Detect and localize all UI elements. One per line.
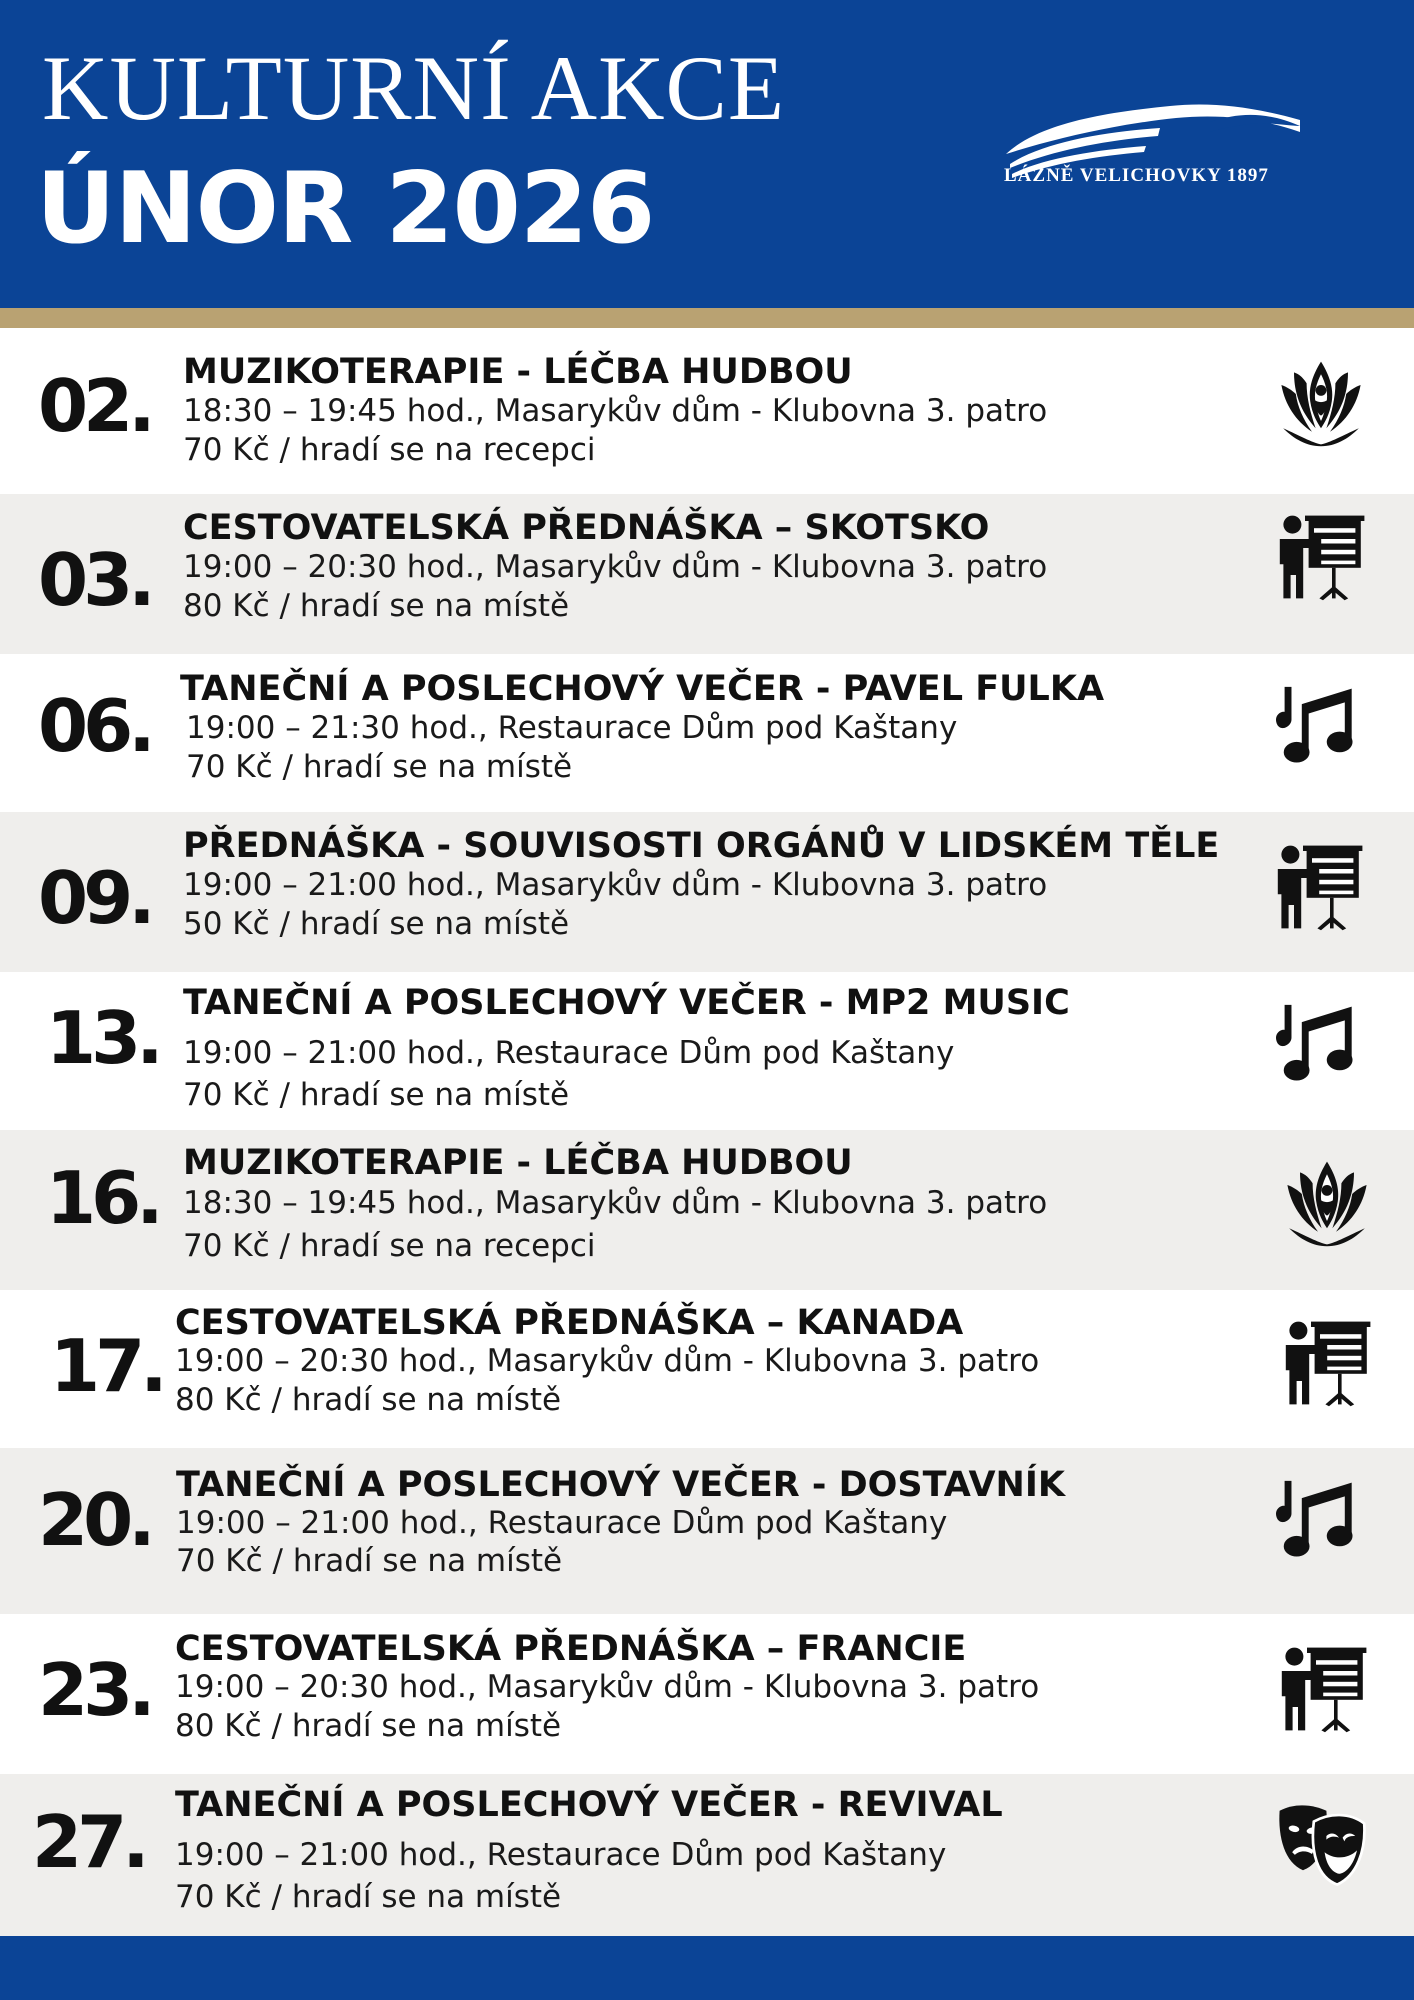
event-date: 06.	[38, 684, 151, 768]
event-time-place: 19:00 – 21:00 hod., Restaurace Dům pod Kaštany	[183, 1035, 955, 1071]
event-price: 70 Kč / hradí se na místě	[175, 1879, 562, 1915]
event-time-place: 19:00 – 21:30 hod., Restaurace Dům pod Kaštany	[186, 710, 958, 746]
event-title: PŘEDNÁŠKA - SOUVISOSTI ORGÁNŮ V LIDSKÉM TĚLE	[183, 826, 1220, 866]
event-time-place: 19:00 – 20:30 hod., Masarykův dům - Klubovna 3. patro	[175, 1343, 1040, 1379]
event-row	[0, 328, 1414, 494]
event-title: TANEČNÍ A POSLECHOVÝ VEČER - PAVEL FULKA	[180, 669, 1105, 709]
event-date: 23.	[38, 1648, 151, 1732]
event-price: 70 Kč / hradí se na recepci	[183, 432, 596, 468]
event-row	[0, 1614, 1414, 1774]
event-row	[0, 972, 1414, 1130]
event-row	[0, 1130, 1414, 1290]
music-note-icon	[1276, 1474, 1362, 1560]
event-time-place: 18:30 – 19:45 hod., Masarykův dům - Klubovna 3. patro	[183, 393, 1048, 429]
event-date: 27.	[32, 1800, 145, 1884]
page-subtitle: ÚNOR 2026	[36, 152, 655, 266]
event-title: TANEČNÍ A POSLECHOVÝ VEČER - REVIVAL	[175, 1785, 1003, 1825]
event-time-place: 19:00 – 21:00 hod., Masarykův dům - Klubovna 3. patro	[183, 867, 1048, 903]
event-price: 70 Kč / hradí se na místě	[186, 749, 573, 785]
event-title: CESTOVATELSKÁ PŘEDNÁŠKA – SKOTSKO	[183, 508, 990, 548]
event-time-place: 19:00 – 21:00 hod., Restaurace Dům pod Kaštany	[176, 1505, 948, 1541]
footer-bar	[0, 1936, 1414, 2000]
event-price: 70 Kč / hradí se na místě	[183, 1077, 570, 1113]
event-price: 80 Kč / hradí se na místě	[175, 1708, 562, 1744]
event-price: 70 Kč / hradí se na recepci	[183, 1228, 596, 1264]
music-note-icon	[1276, 998, 1362, 1084]
event-date: 09.	[38, 856, 151, 940]
event-row	[0, 1774, 1414, 1936]
event-row	[0, 812, 1414, 972]
event-title: CESTOVATELSKÁ PŘEDNÁŠKA – FRANCIE	[175, 1629, 967, 1669]
event-title: MUZIKOTERAPIE - LÉČBA HUDBOU	[183, 352, 853, 392]
event-title: TANEČNÍ A POSLECHOVÝ VEČER - MP2 MUSIC	[183, 983, 1070, 1023]
event-title: TANEČNÍ A POSLECHOVÝ VEČER - DOSTAVNÍK	[176, 1465, 1065, 1505]
logo-text: LÁZNĚ VELICHOVKY 1897	[1004, 165, 1269, 186]
lotus-icon	[1276, 358, 1366, 448]
event-price: 80 Kč / hradí se na místě	[183, 588, 570, 624]
event-date: 16.	[46, 1156, 159, 1240]
event-time-place: 19:00 – 20:30 hod., Masarykův dům - Klubovna 3. patro	[183, 549, 1048, 585]
event-date: 20.	[38, 1478, 151, 1562]
event-row	[0, 494, 1414, 654]
presentation-icon	[1276, 842, 1366, 932]
event-title: CESTOVATELSKÁ PŘEDNÁŠKA – KANADA	[175, 1303, 964, 1343]
event-price: 70 Kč / hradí se na místě	[176, 1543, 563, 1579]
event-row	[0, 654, 1414, 812]
event-time-place: 19:00 – 20:30 hod., Masarykův dům - Klubovna 3. patro	[175, 1669, 1040, 1705]
presentation-icon	[1284, 1318, 1374, 1408]
event-time-place: 18:30 – 19:45 hod., Masarykův dům - Klubovna 3. patro	[183, 1185, 1048, 1221]
event-date: 02.	[38, 364, 151, 448]
lotus-icon	[1282, 1158, 1372, 1248]
event-price: 50 Kč / hradí se na místě	[183, 906, 570, 942]
event-date: 17.	[50, 1324, 163, 1408]
gold-divider	[0, 308, 1414, 328]
page-title: KULTURNÍ AKCE	[42, 37, 786, 139]
event-price: 80 Kč / hradí se na místě	[175, 1382, 562, 1418]
event-date: 13.	[46, 996, 159, 1080]
event-time-place: 19:00 – 21:00 hod., Restaurace Dům pod Kaštany	[175, 1837, 947, 1873]
music-note-icon	[1276, 680, 1362, 766]
presentation-icon	[1280, 1644, 1370, 1734]
event-title: MUZIKOTERAPIE - LÉČBA HUDBOU	[183, 1143, 853, 1183]
event-date: 03.	[38, 538, 151, 622]
event-row	[0, 1290, 1414, 1448]
presentation-icon	[1278, 512, 1368, 602]
theater-masks-icon	[1276, 1800, 1366, 1890]
event-row	[0, 1448, 1414, 1614]
